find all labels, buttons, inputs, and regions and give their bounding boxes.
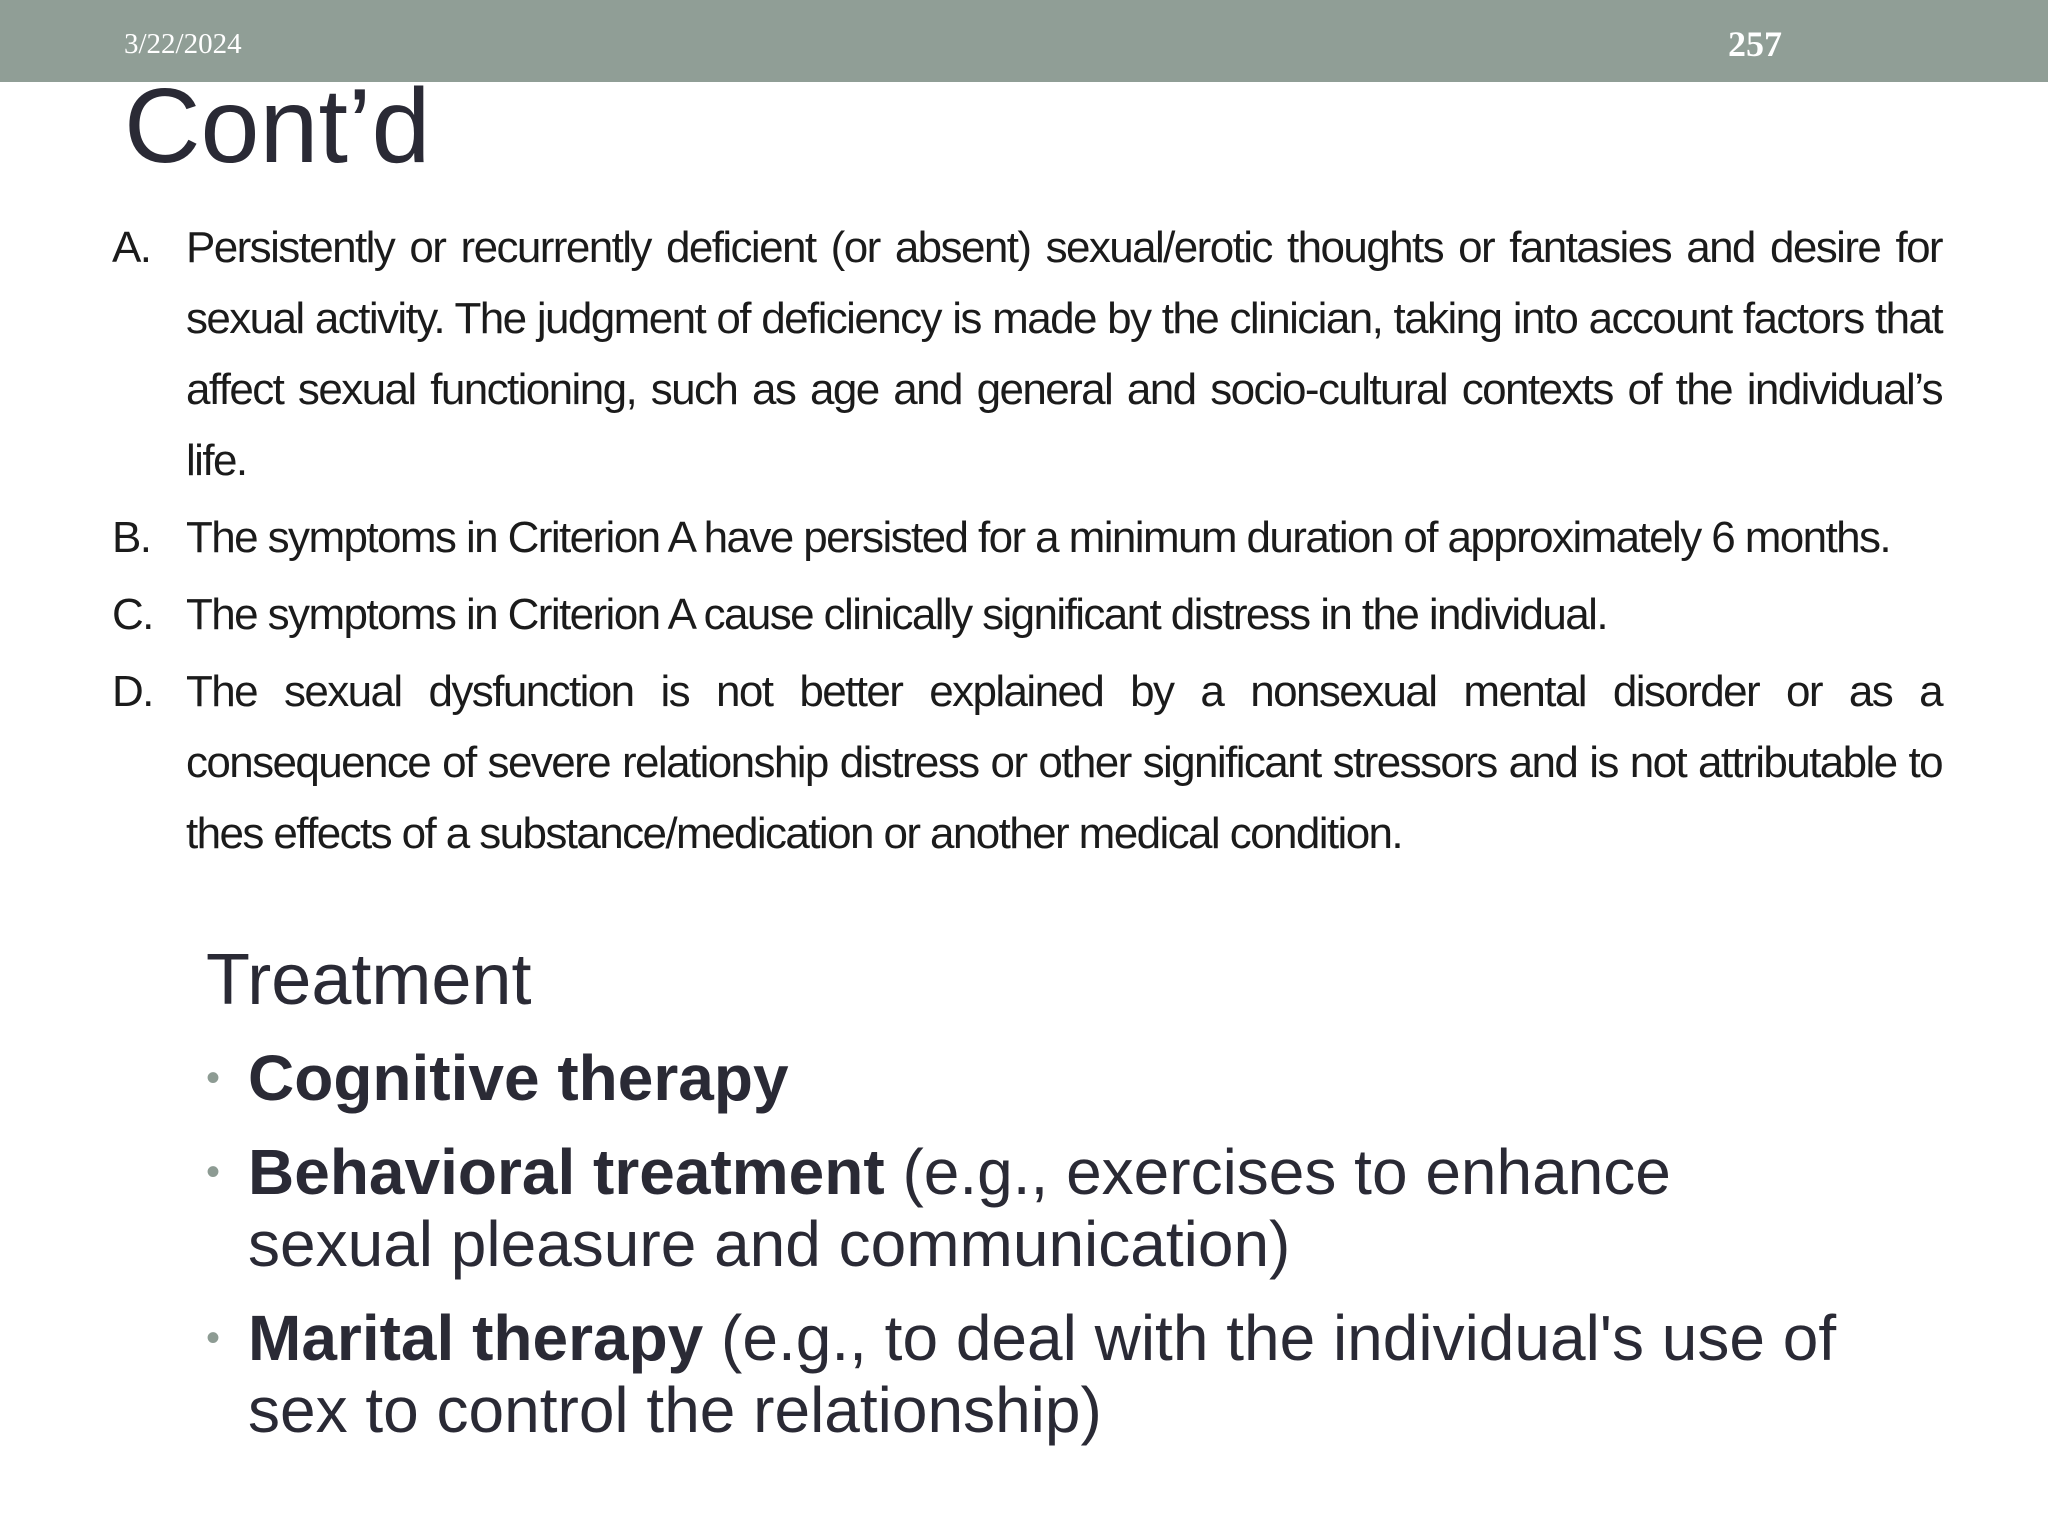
bullet-icon: • (206, 1316, 221, 1360)
criterion-letter: A. (112, 223, 151, 272)
treatment-detail: (e.g., exercises to enhance sexual pleasure and communication) (248, 1136, 1671, 1280)
bullet-icon: • (206, 1056, 221, 1100)
criterion-item (112, 212, 1942, 496)
treatment-name: Marital therapy (248, 1302, 704, 1374)
treatment-item (206, 1042, 1856, 1114)
page-number: 257 (1728, 24, 1782, 64)
criterion-text: The sexual dysfunction is not better explained by a nonsexual mental disorder or as a consequence of severe relationship distress or other significant stressors and is not attributable to thes effects of a substance/medication or another medical condition. (186, 667, 1942, 858)
treatment-item (206, 1136, 1856, 1280)
criterion-letter: B. (112, 513, 151, 562)
criterion-item (112, 579, 1942, 650)
treatment-name: Behavioral treatment (248, 1136, 885, 1208)
slide-title: Cont’d (124, 67, 431, 185)
criterion-item (112, 502, 1942, 573)
treatment-list (206, 1042, 1856, 1468)
criteria-list (112, 212, 1942, 875)
treatment-name: Cognitive therapy (248, 1042, 789, 1114)
criterion-letter: D. (112, 667, 153, 716)
criterion-text: The symptoms in Criterion A cause clinically significant distress in the individual. (186, 590, 1607, 639)
bullet-icon: • (206, 1150, 221, 1194)
criterion-item (112, 656, 1942, 869)
slide-date: 3/22/2024 (124, 28, 242, 60)
treatment-heading: Treatment (206, 940, 532, 1020)
treatment-detail: (e.g., to deal with the individual's use of sex to control the relationship) (248, 1302, 1837, 1446)
criterion-text: Persistently or recurrently deficient (or absent) sexual/erotic thoughts or fantasies and desire for sexual activity. The judgment of deficiency is made by the clinician, taking into account factors that affect sexual functioning, such as age and general and socio-cultural contexts of the individual’s life. (186, 223, 1942, 485)
criterion-letter: C. (112, 590, 153, 639)
treatment-item (206, 1302, 1856, 1446)
criterion-text: The symptoms in Criterion A have persisted for a minimum duration of approximately 6 months. (186, 513, 1891, 562)
